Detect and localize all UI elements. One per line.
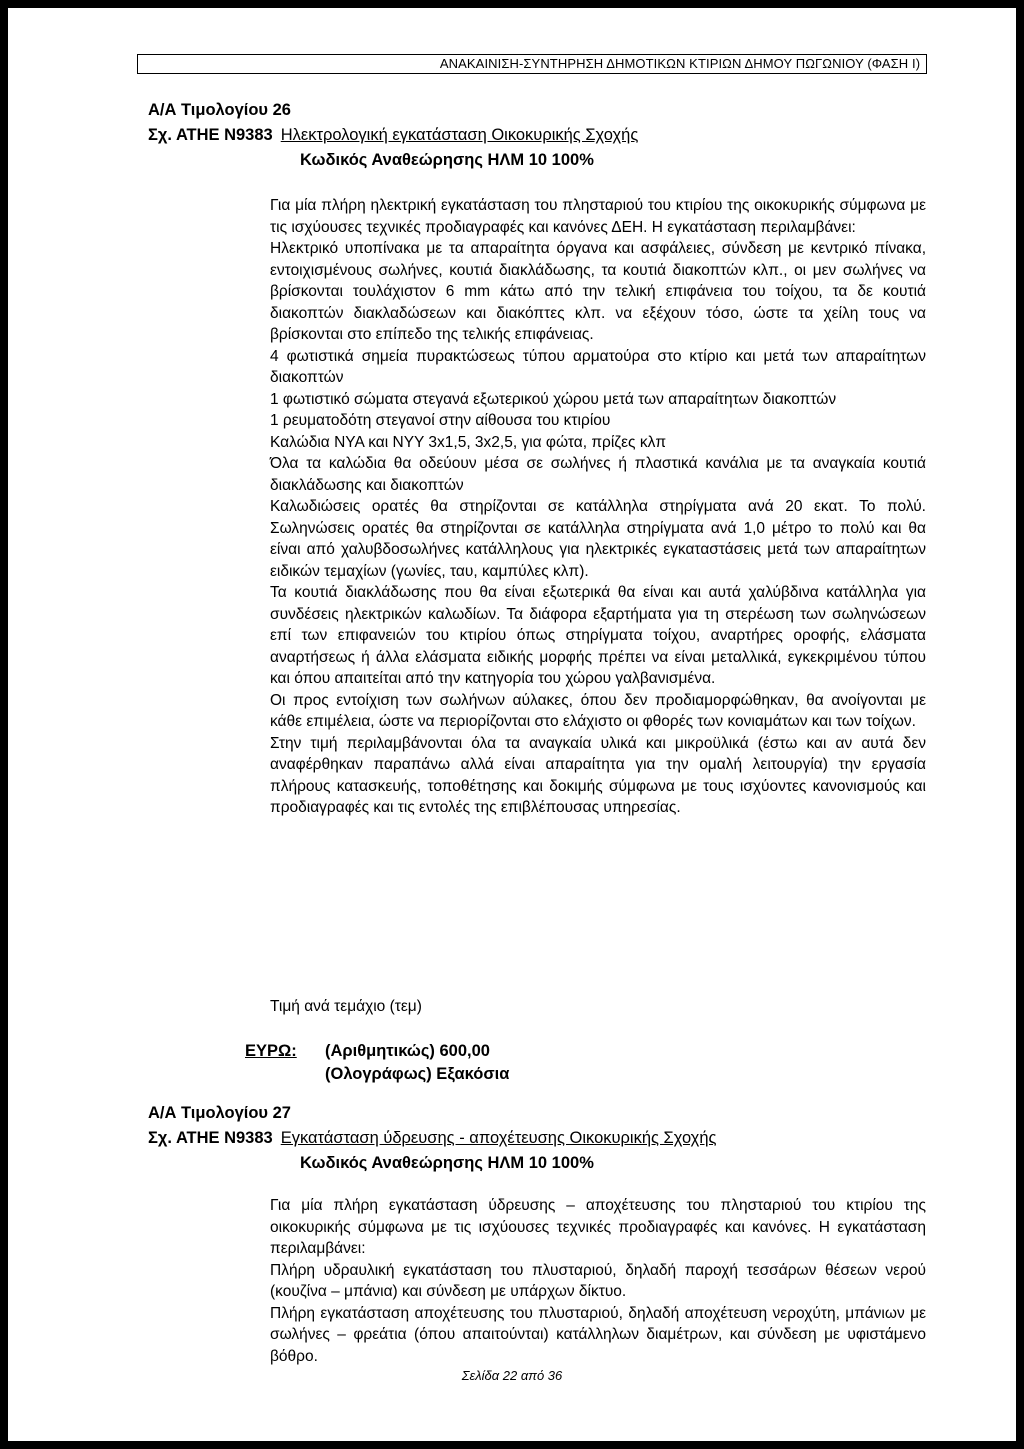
item-26-paragraph: Οι προς εντοίχιση των σωλήνων αύλακες, όπου δεν προδιαμορφώθηκαν, θα ανοίγονται με κάθε επιμέλεια, ώστε να περιορίζονται στο ελάχιστο οι φθορές των κονιαμάτων και των τοίχων. [270, 691, 926, 730]
currency-label: ΕΥΡΩ: [245, 1042, 297, 1060]
item-27-paragraph: Πλήρη εγκατάσταση αποχέτευσης του πλυσταριού, δηλαδή αποχέτευση νεροχύτη, μπάνιων με σωλήνες – φρεάτια (όπου απαιτούνται) κατάλληλων διαμέτρων, και σύνδεση με υφιστάμενο βόθρο. [270, 1304, 926, 1365]
item-26-paragraph: Ηλεκτρικό υποπίνακα με τα απαραίτητα όργανα και ασφάλειες, σύνδεση με κεντρικό πίνακα, εντοιχισμένους σωλήνες, κουτιά διακλάδωσης, τα κουτιά διακοπτών κλπ., οι μεν σωλήνες να βρίσκονται τουλάχιστον 6 mm κάτω από την τελική επιφάνεια του τοίχου, τα δε κουτιά διακοπτών διακλαδώσεων και διακόπτες κλπ. να εξέχουν τόσο, ώστε τα χείλη τους να βρίσκονται στο επίπεδο της τελικής επιφάνειας. [270, 240, 926, 343]
item-27-description [270, 1195, 926, 1367]
item-26-paragraph: 4 φωτιστικά σημεία πυρακτώσεως τύπου αρματούρα στο κτίριο και μετά των απαραίτητων διακοπτών [270, 347, 926, 386]
item-27-code-line [148, 1129, 716, 1148]
item-26-price-numeric-row [245, 1042, 490, 1061]
item-26-paragraph: Όλα τα καλώδια θα οδεύουν μέσα σε σωλήνες ή πλαστικά κανάλια με τα αναγκαία κουτιά διακλάδωσης και διακοπτών [270, 455, 926, 494]
item-26-unit: Τιμή ανά τεμάχιο (τεμ) [270, 998, 422, 1015]
item-26-paragraph: Τα κουτιά διακλάδωσης που θα είναι εξωτερικά θα είναι και αυτά χαλύβδινα κατάλληλα για συνδέσεις ηλεκτρικών καλωδίων. Τα διάφορα εξαρτήματα για τη στερέωση των σωληνώσεων επί των επιφανειών του κτιρίου όπως στηρίγματα τοίχου, αναρτήρες οροφής, ελάσματα αναρτήσεως ή άλλα ελάσματα ειδικής μορφής πρέπει να είναι μεταλλικά, εγκεκριμένου τύπου και όπου απαιτείται από την κατηγορία του χώρου γαλβανισμένα. [270, 584, 926, 687]
item-26-paragraph: Καλώδια ΝΥΑ και ΝΥΥ 3x1,5, 3x2,5, για φώτα, πρίζες κλπ [270, 433, 667, 451]
item-26-paragraph: Για μία πλήρη ηλεκτρική εγκατάσταση του πλησταριού του κτιρίου της οικοκυρικής σύμφωνα με τις ισχύουσες τεχνικές προδιαγραφές και κανόνες ΔΕΗ. Η εγκατάσταση περιλαμβάνει: [270, 197, 926, 236]
item-26-revision: Κωδικός Αναθεώρησης ΗΛΜ 10 100% [300, 151, 594, 169]
item-27-revision: Κωδικός Αναθεώρησης ΗΛΜ 10 100% [300, 1154, 594, 1172]
item-26-price-words: (Ολογράφως) Εξακόσια [325, 1065, 510, 1083]
item-26-number: Α/Α Τιμολογίου 26 [148, 101, 291, 119]
item-26-paragraph: 1 φωτιστικό σώματα στεγανά εξωτερικού χώρου μετά των απαραίτητων διακοπτών [270, 390, 837, 408]
item-26-paragraph: 1 ρευματοδότη στεγανοί στην αίθουσα του κτιρίου [270, 412, 611, 429]
item-26-title: Ηλεκτρολογική εγκατάσταση Οικοκυρικής Σχοχής [280, 126, 639, 144]
item-26-prefix: Σχ. ΑΤΗΕ Ν9383 [148, 126, 273, 144]
item-26-code-line [148, 126, 638, 145]
item-27-number: Α/Α Τιμολογίου 27 [148, 1104, 291, 1122]
price-numeric: (Αριθμητικώς) 600,00 [325, 1042, 490, 1060]
item-27-title: Εγκατάσταση ύδρευσης - αποχέτευσης Οικοκυρικής Σχοχής [280, 1129, 717, 1147]
item-26-paragraph: Στην τιμή περιλαμβάνονται όλα τα αναγκαία υλικά και μικροϋλικά (έστω και αν αυτά δεν αναφέρθηκαν παραπάνω αλλά είναι απαραίτητα για την ομαλή λειτουργία) την εργασία πλήρους κατασκευής, τοποθέτησης και δοκιμής σύμφωνα με τους ισχύοντες κανονισμούς και προδιαγραφές και τις εντολές της επιβλέπουσας υπηρεσίας. [270, 734, 926, 816]
document-header: ΑΝΑΚΑΙΝΙΣΗ-ΣΥΝΤΗΡΗΣΗ ΔΗΜΟΤΙΚΩΝ ΚΤΙΡΙΩΝ ΔΗΜΟΥ ΠΩΓΩΝΙΟΥ (ΦΑΣΗ Ι) [137, 54, 927, 74]
item-27-prefix: Σχ. ΑΤΗΕ Ν9383 [148, 1129, 273, 1147]
item-26-description [270, 195, 926, 819]
item-27-paragraph: Για μία πλήρη εγκατάσταση ύδρευσης – αποχέτευσης του πλησταριού του κτιρίου της οικοκυρικής σύμφωνα με τις ισχύουσες τεχνικές προδιαγραφές και κανόνες. Η εγκατάσταση περιλαμβάνει: [270, 1197, 926, 1257]
page-number: Σελίδα 22 από 36 [461, 1368, 563, 1383]
item-26-paragraph: Καλωδιώσεις ορατές θα στηρίζονται σε κατάλληλα στηρίγματα ανά 20 εκατ. Το πολύ. Σωληνώσεις ορατές θα στηρίζονται σε κατάλληλα στηρίγματα ανά 1,0 μέτρο το πολύ και θα είναι από χαλυβδοσωλήνες κατάλληλους για ηλεκτρικές εγκαταστάσεις μετά των απαραίτητων ειδικών τεμαχίων (γωνίες, ταυ, καμπύλες κλπ). [270, 498, 926, 580]
item-27-paragraph: Πλήρη υδραυλική εγκατάσταση του πλυσταριού, δηλαδή παροχή τεσσάρων θέσεων νερού (κουζίνα – μπάνια) και σύνδεση με υπάρχων δίκτυο. [270, 1261, 926, 1300]
